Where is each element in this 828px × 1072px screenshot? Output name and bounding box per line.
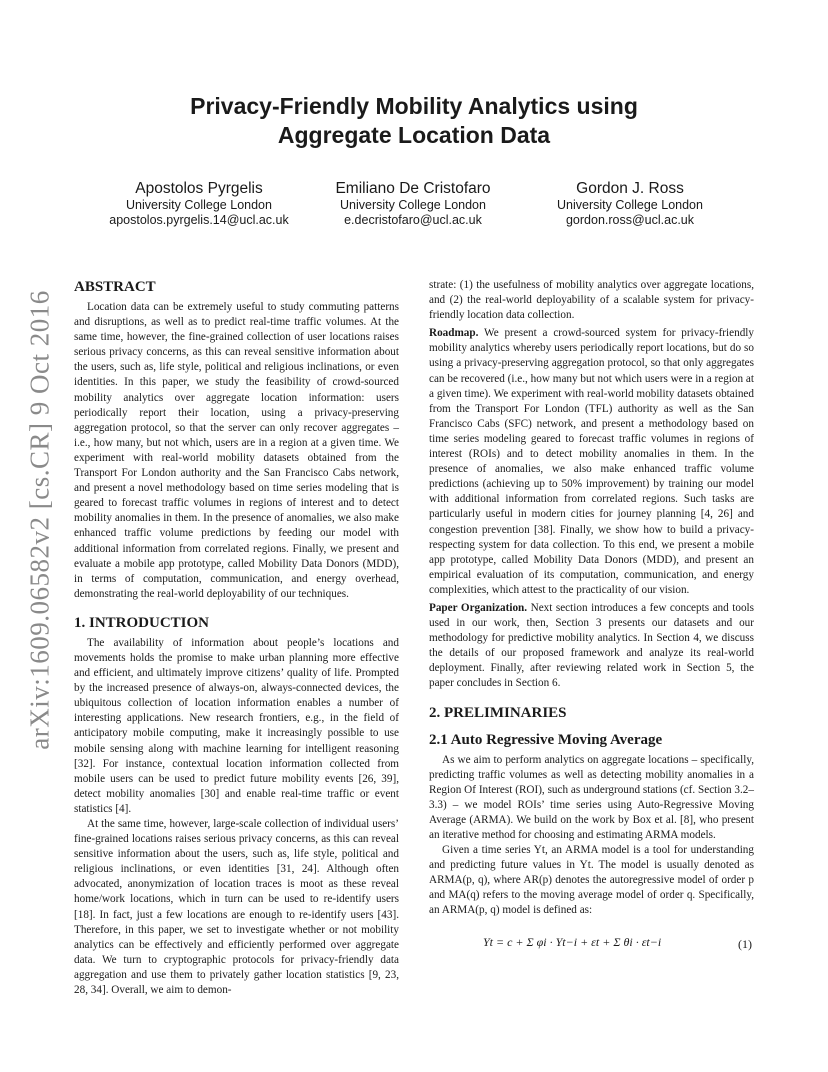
author-3 [515, 180, 745, 227]
organization-paragraph [429, 601, 754, 692]
author-name: Apostolos Pyrgelis [135, 180, 263, 197]
roadmap-label: Roadmap. [429, 327, 479, 340]
author-affiliation: University College London [126, 198, 272, 212]
roadmap-text: We present a crowd-sourced system for privacy-friendly mobility analytics whereby users periodically report locations, but do so using a privacy-preserving aggregation protocol, so that only aggregates can be recovered (i.e., how many but not which users were in a region at a given time). We experiment with real-world mobility datasets obtained from the Transport For London (TFL) authority as well as the San Francisco Cabs (SFC) network, and present a methodology based on time series modeling geared to forecast traffic volumes in regions of interest (ROIs) and to detect mobility anomalies in them. In the presence of anomalies, we also make enhanced traffic volume predictions (achieving up to 50% improvement) by training our model with additional information from correlated regions. Such tasks are particularly useful in modern cities for journey planning [4, 26] and congestion prevention [38]. Finally, we show how to build a privacy-respecting system for data collection. To this end, we present a mobile app prototype, called Mobility Data Donors (MDD), and present an empirical evaluation of its computation, communication, and energy complexities, which attest to the practicality of our vision. [429, 327, 754, 596]
intro-paragraph: At the same time, however, large-scale collection of individual users’ fine-grained locations raises serious privacy concerns, as this can reveal sensitive information about the users, such as, life style, political and religious inclinations, or even identities [31, 24]. Although often advocated, anonymization of location traces is moot as these reveal home/work locations, which in turn can be used to re-identify users [18]. In fact, just a few locations are enough to re-identify users [43]. Therefore, in this paper, we set to investigate whether or not mobility analytics can be effectively and efficiently performed over aggregate data. We turn to cryptographic protocols for privacy-friendly data aggregation and use them to privately gather location statistics [9, 23, 28, 34]. Overall, we aim to demon- [74, 818, 399, 997]
author-affiliation: University College London [340, 198, 486, 212]
arma-paragraph: Given a time series Yt, an ARMA model is a tool for understanding and predicting future values in Yt. The model is usually denoted as ARMA(p, q), where AR(p) denotes the autoregressive model of order p and MA(q) refers to the moving average model of order q. Specifically, an ARMA(p, q) model is defined as: [429, 844, 754, 917]
author-email: e.decristofaro@ucl.ac.uk [344, 212, 482, 227]
intro-continuation: strate: (1) the usefulness of mobility analytics over aggregate locations, and (2) the real-world deployability of a scalable system for privacy-friendly location data collection. [429, 279, 754, 322]
author-email: gordon.ross@ucl.ac.uk [565, 212, 695, 227]
title-line: Privacy-Friendly Mobility Analytics using [190, 93, 638, 119]
author-affiliation: University College London [557, 198, 703, 212]
preliminaries-heading: 2. PRELIMINARIES [429, 704, 567, 721]
author-2 [298, 180, 528, 227]
title-line: Aggregate Location Data [277, 122, 551, 148]
paper-title [0, 92, 828, 150]
organization-label: Paper Organization. [429, 601, 528, 614]
author-name: Emiliano De Cristofaro [335, 180, 491, 197]
author-1 [84, 180, 314, 227]
abstract-heading: ABSTRACT [74, 279, 156, 295]
right-column [429, 278, 754, 971]
equation-number: (1) [738, 936, 752, 951]
intro-paragraph: The availability of information about people’s locations and movements holds the promise to make urban planning more effective and efficient, and ultimately improve citizens’ quality of life. Prompted by the increased presence of always-on, always-connected devices, the ubiquitous collection of location information enables a number of interesting applications. New research frontiers, e.g., in the field of anticipatory mobile computing, make it increasingly possible to use mobile sensing along with machine learning for intelligent reasoning [32]. For instance, contextual location information collected from mobile users can be used to predict future mobility events [26, 39], detect mobility anomalies [30] and enable real-time traffic or event statistics [4]. [74, 636, 399, 815]
introduction-heading: 1. INTRODUCTION [74, 614, 210, 631]
abstract-text: Location data can be extremely useful to study commuting patterns and disruptions, as well as to predict real-time traffic volumes. At the same time, however, the fine-grained collection of user locations raises serious privacy concerns, as this can reveal sensitive information about the users, such as, life style, political and religious inclinations, or even identities. In this paper, we study the feasibility of crowd-sourced mobility analytics over aggregate location information: users periodically report their location, using a privacy-preserving aggregation protocol, so that the server can only recover aggregates – i.e., how many, but not which, users are in a region at a given time. We experiment with real-world mobility datasets obtained from the Transport For London authority and the San Francisco Cabs network, and present a novel methodology based on time series modeling that is geared to forecast traffic volumes in regions of interest and to detect mobility anomalies in them. In the presence of anomalies, we also make enhanced traffic volume predictions by feeding our model with additional information from correlated regions. Finally, we present and evaluate a mobile app prototype, called Mobility Data Donors (MDD), in terms of computation, communication, and energy overhead, demonstrating the real-world deployability of our techniques. [74, 301, 399, 600]
arma-heading: 2.1 Auto Regressive Moving Average [429, 731, 663, 748]
arxiv-stamp [18, 280, 62, 760]
author-name: Gordon J. Ross [576, 180, 684, 197]
left-column [74, 278, 399, 998]
equation-body: Yt = c + Σ φi · Yt−i + εt + Σ θi · εt−i [483, 934, 662, 949]
arxiv-identifier: arXiv:1609.06582v2 [cs.CR] 9 Oct 2016 [24, 290, 55, 750]
author-email: apostolos.pyrgelis.14@ucl.ac.uk [109, 212, 289, 227]
arma-paragraph: As we aim to perform analytics on aggregate locations – specifically, predicting traffic volumes as well as detecting mobility anomalies in a Region Of Interest (ROI), such as underground stations (cf. Section 3.2–3.3) – we model ROIs’ time series using Auto-Regressive Moving Average (ARMA). We build on the work by Box et al. [8], who present an iterative method for choosing and estimating ARMA models. [429, 753, 754, 841]
equation-1 [429, 927, 754, 971]
roadmap-paragraph [429, 326, 754, 598]
organization-text: Next section introduces a few concepts and tools used in our work, then, Section 3 presents our datasets and our methodology for predictive mobility analytics. In Section 4, we discuss the details of our proposed framework and analyze its real-world deployment. Finally, after reviewing related work in Section 5, the paper concludes in Section 6. [429, 601, 755, 690]
